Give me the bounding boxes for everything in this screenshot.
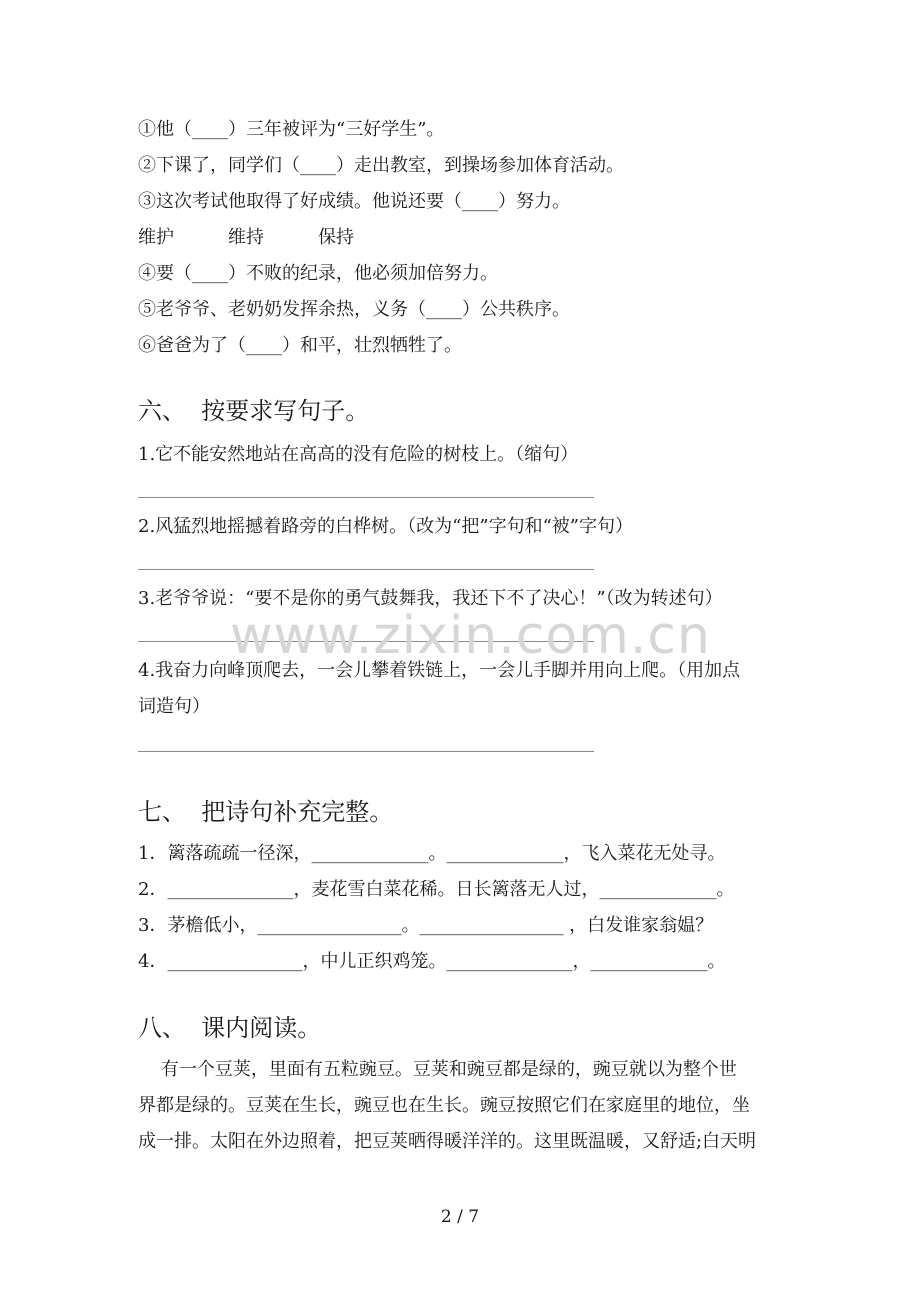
- fill-blank-item-2: ②下课了，同学们（____）走出教室，到操场参加体育活动。: [138, 155, 624, 176]
- poem-line-3: 3．茅檐低小，________________。________________ ，白发谁家翁媪？: [138, 915, 714, 936]
- section8-heading: 八、 课内阅读。: [138, 1014, 322, 1042]
- passage-line-1: 有一个豆荚，里面有五粒豌豆。豆荚和豌豆都是绿的，豌豆就以为整个世: [138, 1059, 737, 1080]
- fill-blank-item-1: ①他（____）三年被评为“三好学生”。: [138, 119, 445, 140]
- section7-heading: 七、 把诗句补充完整。: [138, 798, 394, 826]
- watermark: www.zixin.com.cn: [230, 606, 711, 666]
- section6-heading: 六、 按要求写句子。: [138, 397, 370, 425]
- fill-blank-item-4: ④要（____）不败的纪录，他必须加倍努力。: [138, 263, 498, 284]
- fill-blank-item-5: ⑤老爷爷、老奶奶发挥余热，义务（____）公共秩序。: [138, 299, 570, 320]
- answer-line-2: [138, 569, 594, 570]
- sentence-question-3: 3.老爷爷说：“要不是你的勇气鼓舞我，我还下不了决心！”（改为转述句）: [138, 588, 723, 609]
- sentence-question-4-line2: 词造句）: [138, 696, 210, 717]
- sentence-question-4-line1: 4.我奋力向峰顶爬去，一会儿攀着铁链上，一会儿手脚并用向上爬。（用加点: [138, 660, 741, 681]
- poem-line-2: 2．______________，麦花雪白菜花稀。日长篱落无人过，_____________。: [138, 879, 735, 900]
- sentence-question-2: 2.风猛烈地摇撼着路旁的白桦树。（改为“把”字句和“被”字句）: [138, 516, 633, 537]
- answer-line-4: [138, 751, 594, 752]
- sentence-question-1: 1.它不能安然地站在高高的没有危险的树枝上。（缩句）: [138, 444, 579, 465]
- poem-line-4: 4．_______________，中儿正织鸡笼。______________，_____________。: [138, 951, 726, 972]
- poem-line-1: 1．篱落疏疏一径深，_____________。_____________，飞入菜花无处寻。: [138, 843, 726, 864]
- fill-blank-item-3: ③这次考试他取得了好成绩。他说还要（____）努力。: [138, 191, 570, 212]
- fill-blank-item-6: ⑥爸爸为了（____）和平，壮烈牺牲了。: [138, 335, 462, 356]
- answer-line-1: [138, 497, 594, 498]
- page-number: 2 / 7: [440, 1207, 480, 1227]
- passage-line-2: 界都是绿的。豆荚在生长，豌豆也在生长。豌豆按照它们在家庭里的地位，坐: [138, 1095, 750, 1116]
- word-choices: 维护 维持 保持: [138, 227, 354, 248]
- passage-line-3: 成一排。太阳在外边照着，把豆荚晒得暖洋洋的。这里既温暖，又舒适;白天明: [138, 1131, 757, 1152]
